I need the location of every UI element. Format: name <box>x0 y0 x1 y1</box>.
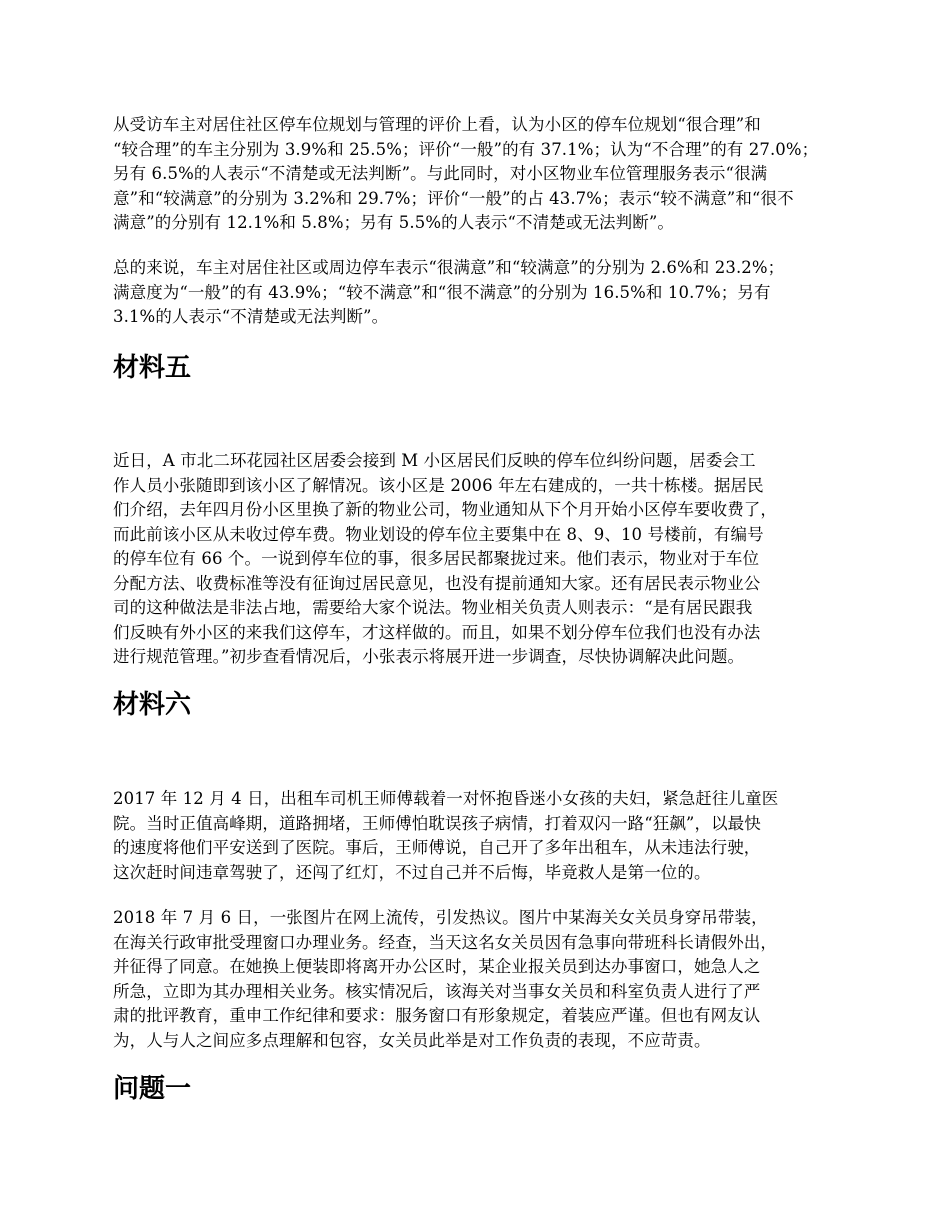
text-line: 为，人与人之间应多点理解和包容，女关员此举是对工作负责的表现，不应苛责。 <box>113 1030 711 1050</box>
text-line: 们介绍，去年四月份小区里换了新的物业公司，物业通知从下个月开始小区停车要收费了， <box>113 500 777 519</box>
text-line: 的停车位有 66 个。一说到停车位的事，很多居民都聚拢过来。他们表示，物业对于车位 <box>113 549 760 568</box>
text-line: 这次赶时间违章驾驶了，还闯了红灯，不过自己并不后悔，毕竟救人是第一位的。 <box>113 862 711 882</box>
text-line: 从受访车主对居住社区停车位规划与管理的评价上看，认为小区的停车位规划“很合理”和 <box>113 115 761 134</box>
paragraph-parking-planning-evaluation <box>113 113 853 236</box>
heading-material-six: 材料六 <box>113 690 192 720</box>
text-line: 意”和“较满意”的分别为 3.2%和 29.7%；评价“一般”的占 43.7%；表示“较不满意”和“很不 <box>113 188 794 208</box>
text-line: 们反映有外小区的来我们这停车，才这样做的。而且，如果不划分停车位我们也没有办法 <box>113 622 761 642</box>
text-line: 所急，立即为其办理相关业务。核实情况后，该海关对当事女关员和科室负责人进行了严 <box>113 981 761 1001</box>
text-line: 2018 年 7 月 6 日，一张图片在网上流传，引发热议。图片中某海关女关员身穿吊带装， <box>113 908 768 927</box>
text-line: 的速度将他们平安送到了医院。事后，王师傅说，自己开了多年出租车，从未违法行驶， <box>113 838 761 857</box>
text-line: 满意度为“一般”的有 43.9%；“较不满意”和“很不满意”的分别为 16.5%和 10.7%；另有 <box>113 282 771 302</box>
text-line: 满意”的分别有 12.1%和 5.8%；另有 5.5%的人表示“不清楚或无法判断”。 <box>113 213 674 232</box>
text-line: 院。当时正值高峰期，道路拥堵，王师傅怕耽误孩子病情，打着双闪一路“狂飙”，以最快 <box>113 813 761 833</box>
text-line: 3.1%的人表示“不清楚或无法判断”。 <box>113 307 389 326</box>
text-line: 另有 6.5%的人表示“不清楚或无法判断”。与此同时，对小区物业车位管理服务表示“很满 <box>113 164 768 183</box>
paragraph-parking-dispute <box>113 449 853 670</box>
paragraph-taxi-driver <box>113 787 853 885</box>
text-line: 而此前该小区从未收过停车费。物业划设的停车位主要集中在 8、9、10 号楼前，有编号 <box>113 524 764 544</box>
text-line: “较合理”的车主分别为 3.9%和 25.5%；评价“一般”的有 37.1%；认为“不合理”的有 27.0%； <box>113 139 819 159</box>
text-line: 总的来说，车主对居住社区或周边停车表示“很满意”和“较满意”的分别为 2.6%和 23.2%； <box>113 258 785 277</box>
text-line: 作人员小张随即到该小区了解情况。该小区是 2006 年左右建成的，一共十栋楼。据居民 <box>113 475 764 495</box>
text-line: 肃的批评教育，重申工作纪律和要求：服务窗口有形象规定，着装应严谨。但也有网友认 <box>113 1006 761 1025</box>
heading-question-one: 问题一 <box>113 1074 192 1104</box>
text-line: 2017 年 12 月 4 日，出租车司机王师傅载着一对怀抱昏迷小女孩的夫妇，紧急赶往儿童医 <box>113 789 779 808</box>
text-line: 司的这种做法是非法占地，需要给大家个说法。物业相关负责人则表示：“是有居民跟我 <box>113 598 753 617</box>
text-line: 并征得了同意。在她换上便装即将离开办公区时，某企业报关员到达办事窗口，她急人之 <box>113 957 761 976</box>
paragraph-overall-satisfaction <box>113 256 853 330</box>
text-line: 在海关行政审批受理窗口办理业务。经查，当天这名女关员因有急事向带班科长请假外出， <box>113 932 777 952</box>
text-line: 分配方法、收费标准等没有征询过居民意见，也没有提前通知大家。还有居民表示物业公 <box>113 573 761 593</box>
paragraph-customs-officer <box>113 906 853 1053</box>
text-line: 近日，A 市北二环花园社区居委会接到 M 小区居民们反映的停车位纠纷问题，居委会工 <box>113 451 756 470</box>
text-line: 进行规范管理。”初步查看情况后，小张表示将展开进一步调查，尽快协调解决此问题。 <box>113 647 745 666</box>
heading-material-five: 材料五 <box>113 353 192 383</box>
